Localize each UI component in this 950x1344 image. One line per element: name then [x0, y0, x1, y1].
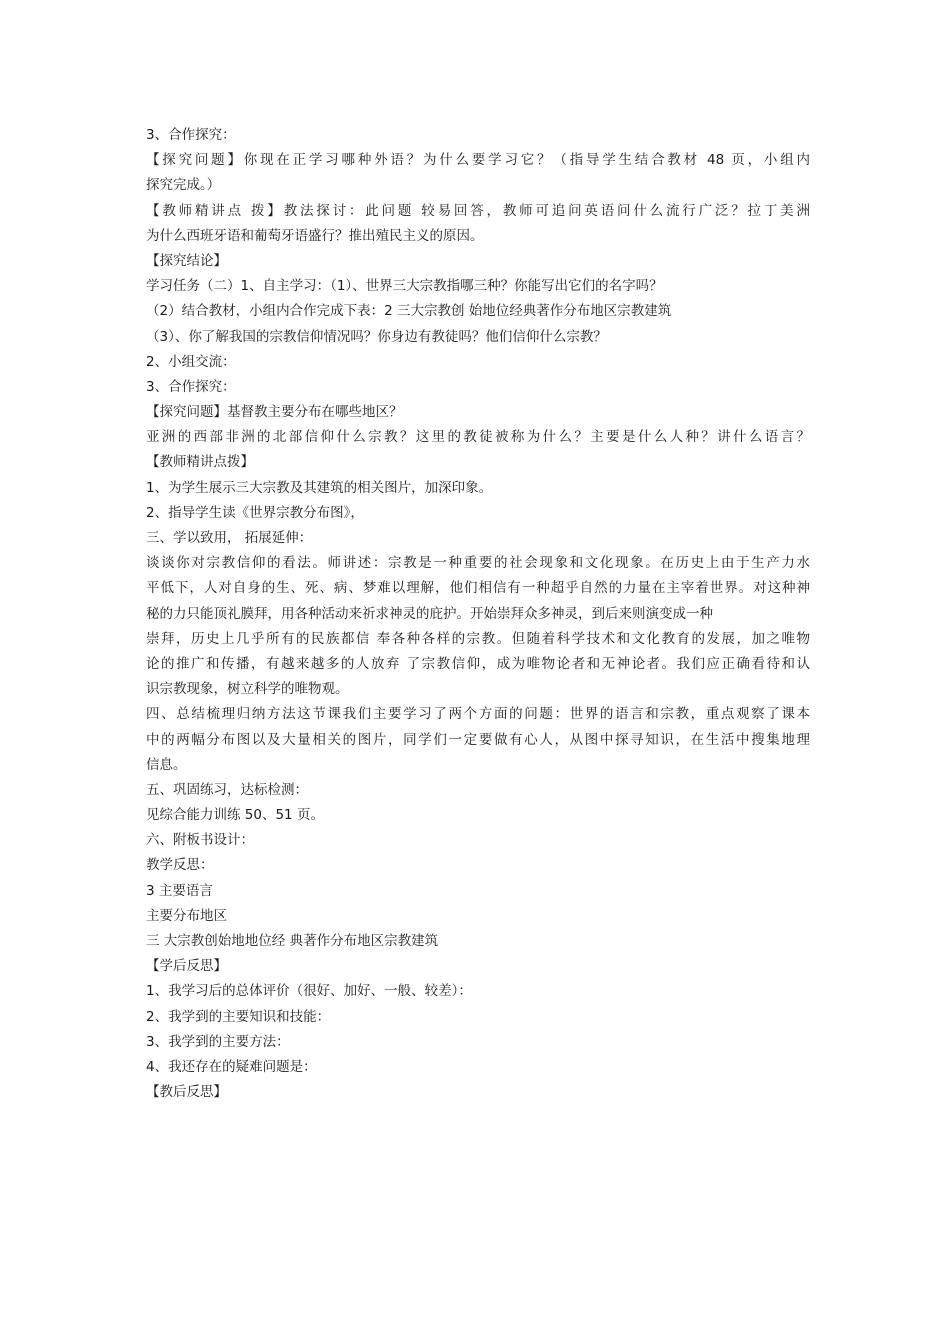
text-line: 2、指导学生读《世界宗教分布图》，	[146, 504, 364, 521]
text-line: 识宗教现象，树立科学的唯物观。	[146, 681, 349, 698]
text-line: 学习任务（二）1、自主学习：（1）、世界三大宗教指哪三种？你能写出它们的名字吗？	[146, 278, 663, 295]
text-line: 2、我学到的主要知识和技能：	[146, 1008, 331, 1025]
text-line: 主要分布地区	[146, 907, 227, 924]
text-line: 六、附板书设计：	[146, 832, 254, 849]
text-line: 见综合能力训练 50、51 页。	[146, 807, 324, 824]
text-line: 3、合作探究：	[146, 378, 236, 395]
text-line: 【教后反思】	[146, 1084, 227, 1101]
text-line: 【教师精讲点 拨】教法探讨：此问题 较易回答，教师可追问英语问什么流行广泛？拉丁美洲	[146, 202, 810, 219]
text-line: 三、学以致用， 拓展延伸：	[146, 530, 313, 546]
text-line: 1、我学习后的总体评价（很好、加好、一般、较差）：	[146, 983, 472, 1000]
text-line: 4、我还存在的疑难问题是：	[146, 1058, 317, 1075]
text-line: 【学后反思】	[146, 958, 227, 975]
text-line: 五、巩固练习，达标检测：	[146, 781, 308, 798]
text-line: 2、小组交流：	[146, 353, 236, 370]
text-line: 3 主要语言	[146, 882, 213, 899]
text-line: 【教师精讲点拨】	[146, 454, 254, 471]
text-line: （2）结合教材，小组内合作完成下表：2 三大宗教创 始地位经典著作分布地区宗教建筑	[146, 303, 672, 320]
text-line: 【探究问题】你现在正学习哪种外语？为什么要学习它？（指导学生结合教材 48 页，小组内	[146, 152, 810, 169]
text-line: 平低下，人对自身的生、死、病、梦难以理解，他们相信有一种超乎自然的力量在主宰着世界。对这种神	[146, 580, 810, 597]
text-line: 三 大宗教创始地地位经 典著作分布地区宗教建筑	[146, 933, 439, 949]
text-line: 信息。	[146, 756, 187, 773]
text-line: 谈谈你对宗教信仰的看法。师讲述：宗教是一种重要的社会现象和文化现象。在历史上由于生产力水	[146, 555, 810, 572]
text-line: 教学反思：	[146, 857, 214, 874]
text-line: 探究完成。）	[146, 177, 221, 194]
text-line: 【探究结论】	[146, 252, 227, 269]
text-line: 3、合作探究：	[146, 127, 236, 143]
text-line: 3、我学到的主要方法：	[146, 1033, 290, 1050]
text-line: 【探究问题】基督教主要分布在哪些地区？	[146, 404, 403, 421]
text-line: 1、为学生展示三大宗教及其建筑的相关图片，加深印象。	[146, 479, 493, 496]
text-line: 论的推广和传播，有越来越多的人放弃 了宗教信仰，成为唯物论者和无神论者。我们应正确看待和认	[146, 655, 810, 672]
text-line: 四、总结梳理归纳方法这节课我们主要学习了两个方面的问题：世界的语言和宗教，重点观察了课本	[146, 706, 810, 723]
text-line: 中的两幅分布图以及大量相关的图片，同学们一定要做有心人，从图中探寻知识，在生活中搜集地理	[146, 731, 810, 748]
text-line: （3）、你了解我国的宗教信仰情况吗？你身边有教徒吗？他们信仰什么宗教？	[146, 328, 607, 345]
document-body	[146, 123, 810, 1105]
text-line: 崇拜，历史上几乎所有的民族都信 奉各种各样的宗教。但随着科学技术和文化教育的发展，加之唯物	[146, 630, 810, 647]
text-line: 秘的力只能顶礼膜拜，用各种活动来祈求神灵的庇护。开始崇拜众多神灵，到后来则演变成一种	[146, 605, 713, 622]
text-line: 亚洲的西部非洲的北部信仰什么宗教？这里的教徒被称为什么？主要是什么人种？讲什么语言？	[146, 429, 810, 446]
text-line: 为什么西班牙语和葡萄牙语盛行？推出殖民主义的原因。	[146, 227, 484, 244]
